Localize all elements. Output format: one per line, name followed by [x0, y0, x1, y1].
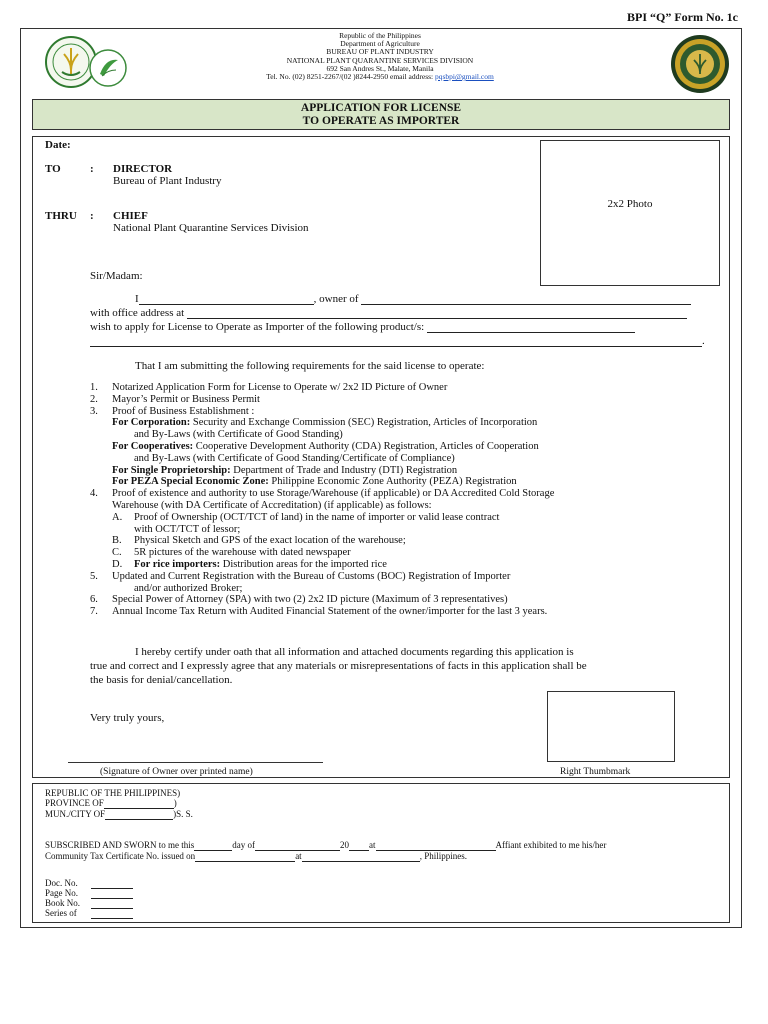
products-field[interactable]: [427, 322, 635, 333]
sub-item-letter: C.: [112, 547, 122, 559]
thru-name: CHIEF: [113, 210, 148, 222]
form-title-line2: TO OPERATE AS IMPORTER: [302, 115, 460, 127]
city-label: MUN./CITY OF: [45, 809, 106, 819]
ctc-place-field[interactable]: [302, 853, 420, 862]
ctc-at-label: at: [295, 851, 302, 861]
item-text: with OCT/TCT of lessor;: [134, 523, 241, 535]
book-no-label: Book No.: [45, 898, 81, 908]
at-label: at: [369, 840, 376, 850]
list-item: [90, 465, 554, 477]
letterhead-address: 692 San Andres St., Malate, Manila: [326, 63, 434, 73]
list-item: [90, 524, 554, 536]
item-text: Updated and Current Registration with the Bureau of Customs (BOC) Registration of Importer: [112, 570, 511, 582]
list-item: [90, 535, 554, 547]
letterhead: [180, 32, 580, 81]
list-item: [90, 559, 554, 571]
products-label: wish to apply for License to Operate as Importer of the following product/s:: [90, 321, 425, 333]
item-number: 2.: [90, 393, 98, 405]
item-text: Notarized Application Form for License to Operate w/ 2x2 ID Picture of Owner: [112, 382, 448, 393]
list-item: [90, 606, 554, 618]
item-text: Warehouse (with DA Certificate of Accreditation) (if applicable) as follows:: [112, 499, 432, 511]
letterhead-department: Department of Agriculture: [340, 39, 420, 49]
list-item: [90, 547, 554, 559]
item-text: Department of Trade and Industry (DTI) Registration: [230, 464, 458, 476]
peza-label: For PEZA Special Economic Zone:: [112, 476, 269, 488]
list-item: [90, 488, 554, 500]
item-number: 4.: [90, 488, 98, 500]
page-no-label: Page No.: [45, 888, 78, 898]
certify-line-1: I hereby certify under oath that all information and attached documents regarding this application is: [135, 646, 574, 658]
city-end: )S. S.: [173, 809, 193, 819]
form-title: [32, 99, 730, 130]
item-text: Proof of Business Establishment :: [112, 405, 255, 417]
office-address-label: with office address at: [90, 307, 185, 319]
list-item: [90, 583, 554, 595]
date-label: Date:: [45, 139, 71, 151]
day-field[interactable]: [194, 842, 232, 851]
item-text: Physical Sketch and GPS of the exact location of the warehouse;: [134, 535, 406, 547]
month-field[interactable]: [255, 842, 340, 851]
thru-office: National Plant Quarantine Services Division: [113, 222, 309, 234]
item-text: and/or authorized Broker;: [134, 582, 243, 594]
list-item: [90, 417, 554, 429]
closing: Very truly yours,: [90, 712, 165, 724]
owner-of-label: , owner of: [313, 293, 359, 305]
certify-line-3: the basis for denial/cancellation.: [90, 674, 233, 686]
photo-placeholder[interactable]: [540, 140, 720, 286]
sub-item-letter: A.: [112, 511, 123, 523]
photo-label: 2x2 Photo: [607, 198, 653, 210]
city-field[interactable]: [105, 811, 173, 820]
notary-province-line: [45, 798, 177, 809]
requirements-intro: That I am submitting the following requirements for the said license to operate:: [135, 360, 485, 372]
rice-importers-label: For rice importers:: [134, 558, 221, 570]
item-text: Special Power of Attorney (SPA) with two (2) 2x2 ID picture (Maximum of 3 representatives): [112, 594, 508, 606]
ctc-line: [45, 851, 467, 862]
products-line-2: [90, 335, 705, 347]
page-no-line: [45, 888, 133, 899]
list-item: [90, 394, 554, 406]
book-no-line: [45, 898, 133, 909]
item-number: 5.: [90, 570, 98, 582]
philippines-label: , Philippines.: [419, 851, 467, 861]
affiant-label: Affiant exhibited to me his/her: [495, 840, 607, 850]
list-item: [90, 441, 554, 453]
contact-phone: Tel. No. (02) 8251-2267/(02 )8244-2950 email address:: [266, 72, 436, 82]
notary-republic: REPUBLIC OF THE PHILIPPINES): [45, 788, 181, 798]
item-text: Cooperative Development Authority (CDA) Registration, Articles of Cooperation: [193, 440, 539, 452]
to-label: TO: [45, 163, 61, 175]
list-item: [90, 453, 554, 465]
thru-colon: :: [90, 210, 94, 222]
products-field-continued[interactable]: [90, 336, 702, 347]
period: .: [702, 335, 705, 347]
item-text: 5R pictures of the warehouse with dated newspaper: [134, 547, 351, 559]
subscribed-label: SUBSCRIBED AND SWORN to me this: [45, 840, 195, 850]
corporation-label: For Corporation:: [112, 417, 191, 429]
list-item: [90, 406, 554, 418]
business-name-field[interactable]: [361, 294, 691, 305]
item-number: 6.: [90, 594, 98, 606]
ctc-date-field[interactable]: [195, 853, 295, 862]
item-number: 7.: [90, 606, 98, 618]
signature-line[interactable]: [68, 762, 323, 763]
form-title-line1: APPLICATION FOR LICENSE: [300, 102, 462, 114]
doc-no-label: Doc. No.: [45, 878, 78, 888]
to-office: Bureau of Plant Industry: [113, 175, 222, 187]
bureau-seal-logo: [670, 34, 730, 94]
ctc-label: Community Tax Certificate No. issued on: [45, 851, 196, 861]
item-text: Annual Income Tax Return with Audited Financial Statement of the owner/importer for the last 3 years.: [112, 606, 548, 618]
item-text: and By-Laws (with Certificate of Good Standing): [134, 429, 343, 441]
to-name: DIRECTOR: [113, 163, 173, 175]
letterhead-bureau: BUREAU OF PLANT INDUSTRY: [326, 47, 434, 57]
contact-email-link[interactable]: pqsbpi@gmail.com: [435, 72, 494, 82]
address-line: [90, 307, 687, 319]
form-number: BPI “Q” Form No. 1c: [627, 10, 738, 24]
applicant-line: [135, 293, 691, 305]
applicant-name-field[interactable]: [139, 294, 314, 305]
item-text: Mayor’s Permit or Business Permit: [112, 393, 260, 405]
signature-label: (Signature of Owner over printed name): [100, 767, 253, 777]
notary-city-line: [45, 809, 193, 820]
item-text: Proof of existence and authority to use Storage/Warehouse (if applicable) or DA Accredited Cold Storage: [112, 488, 555, 500]
agriculture-logo: [44, 34, 130, 90]
sole-proprietorship-label: For Single Proprietorship:: [112, 464, 231, 476]
thumbmark-box[interactable]: [547, 691, 675, 762]
i-label: I: [135, 293, 139, 305]
letterhead-contact: [180, 73, 580, 81]
certify-line-2: true and correct and I expressly agree that any materials or misrepresentations of facts in this application shall be: [90, 660, 587, 672]
requirements-list: [90, 382, 554, 618]
item-text: Proof of Ownership (OCT/TCT of land) in the name of importer or valid lease contract: [134, 511, 500, 523]
item-text: Security and Exchange Commission (SEC) Registration, Articles of Incorporation: [190, 417, 538, 429]
list-item: [90, 429, 554, 441]
office-address-field[interactable]: [187, 308, 687, 319]
sub-item-letter: D.: [112, 558, 123, 570]
province-end: ): [173, 798, 177, 808]
series-label: Series of: [45, 908, 77, 918]
year-prefix: 20: [340, 840, 350, 850]
doc-no-line: [45, 878, 133, 889]
item-text: Philippine Economic Zone Authority (PEZA) Registration: [268, 476, 517, 488]
item-text: and By-Laws (with Certificate of Good Standing/Certificate of Compliance): [134, 452, 455, 464]
letterhead-division: NATIONAL PLANT QUARANTINE SERVICES DIVISION: [286, 55, 474, 65]
province-field[interactable]: [104, 800, 174, 809]
series-line: [45, 908, 133, 919]
sub-item-letter: B.: [112, 535, 122, 547]
products-line: [90, 321, 635, 333]
item-number: 1.: [90, 382, 98, 393]
list-item: [90, 382, 554, 394]
thru-label: THRU: [45, 210, 77, 222]
year-field[interactable]: [349, 842, 369, 851]
subscribed-line: [45, 840, 606, 851]
to-colon: :: [90, 163, 94, 175]
cooperatives-label: For Cooperatives:: [112, 440, 194, 452]
letterhead-republic: Republic of the Philippines: [339, 31, 421, 40]
list-item: [90, 594, 554, 606]
series-field[interactable]: [91, 910, 133, 919]
place-field[interactable]: [376, 842, 496, 851]
province-label: PROVINCE OF: [45, 798, 104, 808]
thumbmark-label: Right Thumbmark: [560, 767, 631, 777]
salutation: Sir/Madam:: [90, 270, 143, 282]
list-item: [90, 512, 554, 524]
list-item: [90, 571, 554, 583]
item-number: 3.: [90, 405, 98, 417]
list-item: [90, 500, 554, 512]
day-of-label: day of: [232, 840, 256, 850]
list-item: [90, 476, 554, 488]
item-text: Distribution areas for the imported rice: [220, 558, 387, 570]
